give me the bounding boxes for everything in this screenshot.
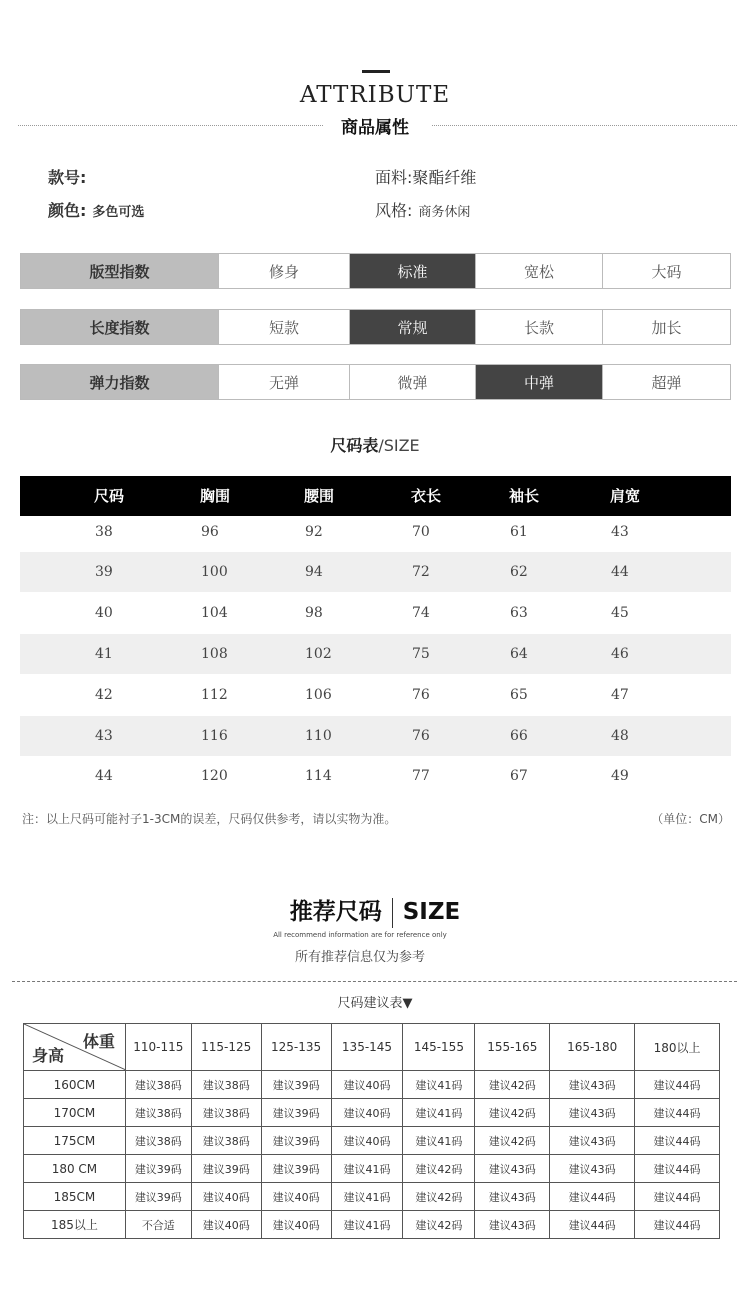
- recommend-row: [24, 1183, 720, 1211]
- size-table-row: [20, 756, 731, 796]
- size-cell: 96: [201, 524, 219, 540]
- recommend-cell: 建议39码: [261, 1071, 331, 1099]
- recommend-cell: 建议40码: [331, 1071, 403, 1099]
- size-cell: 63: [510, 605, 528, 621]
- recommend-subtitle-cn: 所有推荐信息仅为参考: [294, 950, 425, 965]
- attr-style-value: 商务休闲: [418, 205, 471, 220]
- recommend-cell: 建议42码: [475, 1127, 550, 1155]
- size-cell: 77: [412, 768, 430, 784]
- corner-weight-label: 体重: [82, 1032, 115, 1051]
- index-option: 无弹: [218, 365, 349, 399]
- index-option: 大码: [602, 254, 730, 288]
- size-cell: 38: [95, 524, 113, 540]
- index-option: 加长: [602, 310, 730, 344]
- recommend-cell: 建议42码: [475, 1099, 550, 1127]
- attr-color-label: 颜色:: [48, 201, 87, 220]
- recommend-row: [24, 1127, 720, 1155]
- attr-style: [375, 198, 470, 221]
- size-header-cell: 肩宽: [610, 487, 641, 505]
- recommend-table-title: 尺码建议表▼: [337, 996, 413, 1011]
- size-cell: 74: [412, 605, 430, 621]
- recommend-cell: 建议43码: [550, 1155, 635, 1183]
- index-option: 中弹: [475, 365, 602, 399]
- size-cell: 104: [201, 605, 228, 621]
- size-title-cn: 尺码表: [330, 436, 379, 455]
- size-cell: 92: [305, 524, 323, 540]
- recommend-cell: 建议41码: [331, 1155, 403, 1183]
- size-cell: 46: [611, 646, 629, 662]
- height-cell: 170CM: [24, 1099, 126, 1127]
- weight-header-cell: 135-145: [331, 1024, 403, 1071]
- recommend-cell: 建议39码: [261, 1127, 331, 1155]
- size-cell: 110: [305, 728, 332, 744]
- index-option: 修身: [218, 254, 349, 288]
- recommend-cell: 建议44码: [635, 1099, 720, 1127]
- size-cell: 76: [412, 687, 430, 703]
- size-header-cell: 尺码: [94, 487, 125, 505]
- size-table-row: [20, 675, 731, 715]
- recommend-title: [0, 893, 750, 928]
- header-title-cn: 商品属性: [341, 118, 409, 138]
- recommend-row: [24, 1155, 720, 1183]
- size-header-cell: 胸围: [200, 487, 231, 505]
- recommend-cell: 建议44码: [635, 1155, 720, 1183]
- size-table-row: [20, 512, 731, 552]
- recommend-cell: 建议41码: [331, 1211, 403, 1239]
- header-decor-bar: [362, 70, 390, 73]
- recommend-cell: 建议44码: [550, 1211, 635, 1239]
- size-cell: 114: [305, 768, 332, 784]
- recommend-cell: 建议38码: [125, 1127, 191, 1155]
- recommend-cell: 建议44码: [635, 1127, 720, 1155]
- size-cell: 45: [611, 605, 629, 621]
- recommend-cell: 建议42码: [475, 1071, 550, 1099]
- recommend-cell: 建议44码: [635, 1183, 720, 1211]
- index-row-label: 弹力指数: [21, 365, 218, 399]
- size-cell: 40: [95, 605, 113, 621]
- weight-header-cell: 115-125: [191, 1024, 261, 1071]
- size-cell: 44: [611, 564, 629, 580]
- recommend-cell: 建议43码: [550, 1071, 635, 1099]
- size-table-row: [20, 716, 731, 756]
- recommend-cell: 建议44码: [635, 1071, 720, 1099]
- header-title-en: ATTRIBUTE: [299, 82, 451, 108]
- recommend-cell: 建议40码: [261, 1211, 331, 1239]
- size-cell: 49: [611, 768, 629, 784]
- recommend-title-en: SIZE: [402, 899, 461, 925]
- size-cell: 94: [305, 564, 323, 580]
- size-unit: （单位：CM）: [651, 812, 730, 826]
- recommend-cell: 建议40码: [261, 1183, 331, 1211]
- recommend-cell: 建议38码: [191, 1127, 261, 1155]
- size-cell: 48: [611, 728, 629, 744]
- recommend-cell: 建议38码: [191, 1071, 261, 1099]
- recommend-cell: 建议40码: [191, 1211, 261, 1239]
- attr-fabric-label: 面料:: [375, 168, 413, 187]
- weight-header-cell: 145-155: [403, 1024, 475, 1071]
- recommend-cell: 建议40码: [191, 1183, 261, 1211]
- recommend-row: [24, 1211, 720, 1239]
- size-cell: 43: [611, 524, 629, 540]
- size-cell: 102: [305, 646, 332, 662]
- height-cell: 175CM: [24, 1127, 126, 1155]
- size-cell: 75: [412, 646, 430, 662]
- attr-style-no: [48, 165, 86, 188]
- recommend-cell: 建议38码: [125, 1099, 191, 1127]
- weight-header-cell: 165-180: [550, 1024, 635, 1071]
- size-cell: 66: [510, 728, 528, 744]
- size-cell: 61: [510, 524, 528, 540]
- corner-height-label: 身高: [32, 1046, 65, 1065]
- size-title-en: /SIZE: [378, 436, 420, 455]
- size-cell: 116: [201, 728, 228, 744]
- header-divider-right: [432, 125, 737, 126]
- size-cell: 106: [305, 687, 332, 703]
- index-option: 宽松: [475, 254, 602, 288]
- recommend-header-row: [24, 1024, 720, 1071]
- recommend-cell: 建议41码: [403, 1127, 475, 1155]
- size-header-cell: 腰围: [304, 487, 335, 505]
- recommend-cell: 建议44码: [635, 1211, 720, 1239]
- index-option: 短款: [218, 310, 349, 344]
- index-row-label: 长度指数: [21, 310, 218, 344]
- size-cell: 39: [95, 564, 113, 580]
- size-note: 注：以上尺码可能衬子1-3CM的误差，尺码仅供参考，请以实物为准。: [22, 812, 397, 826]
- size-cell: 98: [305, 605, 323, 621]
- attr-fabric: [375, 165, 476, 188]
- attr-style-label: 风格:: [375, 201, 413, 220]
- recommend-cell: 建议41码: [403, 1099, 475, 1127]
- weight-header-cell: 110-115: [125, 1024, 191, 1071]
- size-cell: 42: [95, 687, 113, 703]
- size-table-header: [20, 476, 731, 516]
- recommend-cell: 建议39码: [261, 1099, 331, 1127]
- size-table-row: [20, 593, 731, 633]
- recommend-cell: 建议43码: [475, 1183, 550, 1211]
- weight-header-cell: 180以上: [635, 1024, 720, 1071]
- size-cell: 72: [412, 564, 430, 580]
- attr-color-value: 多色可选: [92, 205, 145, 220]
- index-option: 超弹: [602, 365, 730, 399]
- recommend-row: [24, 1071, 720, 1099]
- index-option: 常规: [349, 310, 475, 344]
- size-cell: 41: [95, 646, 113, 662]
- size-cell: 100: [201, 564, 228, 580]
- recommend-row: [24, 1099, 720, 1127]
- weight-header-cell: 155-165: [475, 1024, 550, 1071]
- height-cell: 160CM: [24, 1071, 126, 1099]
- height-cell: 185以上: [24, 1211, 126, 1239]
- size-cell: 44: [95, 768, 113, 784]
- index-option: 微弹: [349, 365, 475, 399]
- title-divider: [392, 898, 393, 928]
- recommend-title-cn: 推荐尺码: [289, 899, 382, 925]
- recommend-cell: 建议42码: [403, 1183, 475, 1211]
- recommend-cell: 建议43码: [550, 1127, 635, 1155]
- recommend-cell: 建议38码: [191, 1099, 261, 1127]
- attr-fabric-value: 聚酯纤维: [412, 168, 477, 187]
- size-cell: 70: [412, 524, 430, 540]
- index-option: 标准: [349, 254, 475, 288]
- height-cell: 185CM: [24, 1183, 126, 1211]
- recommend-cell: 不合适: [125, 1211, 191, 1239]
- recommend-subtitle-en: All recommend information are for reference only: [273, 931, 447, 939]
- recommend-table: [23, 1023, 720, 1239]
- recommend-cell: 建议44码: [550, 1183, 635, 1211]
- size-cell: 43: [95, 728, 113, 744]
- index-row: [20, 364, 731, 400]
- recommend-cell: 建议39码: [191, 1155, 261, 1183]
- recommend-cell: 建议39码: [261, 1155, 331, 1183]
- dashed-divider: [12, 981, 737, 982]
- recommend-cell: 建议43码: [550, 1099, 635, 1127]
- size-cell: 112: [201, 687, 228, 703]
- size-table-title: [0, 433, 750, 456]
- size-header-cell: 衣长: [411, 487, 442, 505]
- size-cell: 76: [412, 728, 430, 744]
- attr-style-no-label: 款号:: [48, 168, 87, 187]
- recommend-cell: 建议39码: [125, 1155, 191, 1183]
- size-cell: 67: [510, 768, 528, 784]
- size-header-cell: 袖长: [509, 487, 540, 505]
- recommend-cell: 建议43码: [475, 1211, 550, 1239]
- recommend-cell: 建议40码: [331, 1127, 403, 1155]
- corner-cell: [24, 1024, 126, 1071]
- index-option: 长款: [475, 310, 602, 344]
- size-cell: 64: [510, 646, 528, 662]
- index-row-label: 版型指数: [21, 254, 218, 288]
- size-table-row: [20, 634, 731, 674]
- recommend-cell: 建议40码: [331, 1099, 403, 1127]
- size-table-row: [20, 552, 731, 592]
- recommend-cell: 建议42码: [403, 1211, 475, 1239]
- height-cell: 180 CM: [24, 1155, 126, 1183]
- recommend-cell: 建议41码: [403, 1071, 475, 1099]
- recommend-cell: 建议38码: [125, 1071, 191, 1099]
- recommend-cell: 建议42码: [403, 1155, 475, 1183]
- recommend-cell: 建议43码: [475, 1155, 550, 1183]
- size-cell: 62: [510, 564, 528, 580]
- index-row: [20, 309, 731, 345]
- size-cell: 65: [510, 687, 528, 703]
- size-cell: 47: [611, 687, 629, 703]
- index-row: [20, 253, 731, 289]
- attr-color: [48, 198, 144, 221]
- weight-header-cell: 125-135: [261, 1024, 331, 1071]
- recommend-cell: 建议39码: [125, 1183, 191, 1211]
- size-cell: 108: [201, 646, 228, 662]
- size-cell: 120: [201, 768, 228, 784]
- recommend-cell: 建议41码: [331, 1183, 403, 1211]
